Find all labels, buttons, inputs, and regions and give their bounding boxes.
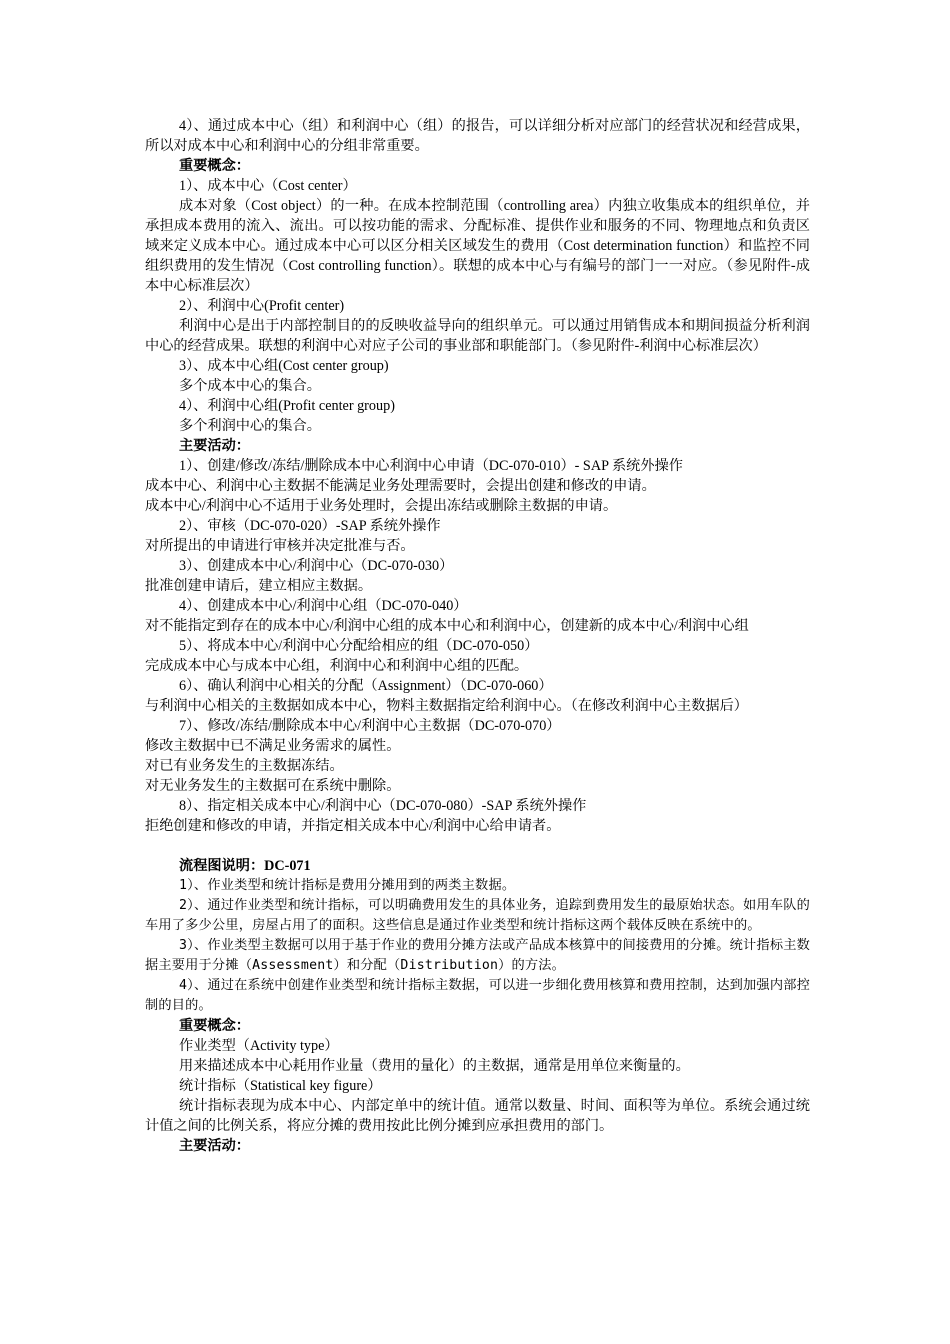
paragraph: 对无业务发生的主数据可在系统中删除。 — [145, 778, 401, 794]
activity-title: 3）、创建成本中心/利润中心（DC-070-030） — [179, 558, 454, 574]
paragraph: 4）、利润中心组(Profit center group) — [179, 398, 395, 414]
paragraph: 修改主数据中已不满足业务需求的属性。 — [145, 738, 401, 754]
paragraph: 多个利润中心的集合。 — [179, 418, 321, 434]
paragraph: 用来描述成本中心耗用作业量（费用的量化）的主数据，通常是用单位来衡量的。 — [179, 1058, 690, 1074]
paragraph: 统计指标表现为成本中心、内部定单中的统计值。通常以数量、时间、面积等为单位。系统会通过统计值之间的比例关系，将应分摊的费用按此比例分摊到应承担费用的部门。 — [145, 1098, 810, 1134]
paragraph: 多个成本中心的集合。 — [179, 378, 321, 394]
paragraph: 对所提出的申请进行审核并决定批准与否。 — [145, 538, 415, 554]
paragraph: 成本中心/利润中心不适用于业务处理时，会提出冻结或删除主数据的申请。 — [145, 498, 618, 514]
activity-title: 4）、创建成本中心/利润中心组（DC-070-040） — [179, 598, 468, 614]
paragraph: 1）、成本中心（Cost center） — [179, 178, 357, 194]
paragraph: 成本中心、利润中心主数据不能满足业务处理需要时，会提出创建和修改的申请。 — [145, 478, 656, 494]
paragraph: 2）、利润中心(Profit center) — [179, 298, 345, 314]
paragraph: 利润中心是出于内部控制目的的反映收益导向的组织单元。可以通过用销售成本和期间损益分析利润中心的经营成果。联想的利润中心对应子公司的事业部和职能部门。（参见附件-利润中心标准层次） — [145, 318, 810, 354]
section-heading: 主要活动： — [179, 438, 250, 454]
paragraph: 与利润中心相关的主数据如成本中心，物料主数据指定给利润中心。（在修改利润中心主数据后） — [145, 698, 748, 714]
paragraph: 成本对象（Cost object）的一种。在成本控制范围（controlling area）内独立收集成本的组织单位，并承担成本费用的流入、流出。可以按功能的需求、分配标准、提供作业和服务的不同、物理地点和负责区域来定义成本中心。通过成本中心可以区分相关区域发生的费用（Cost determination function）和监控不同组织费用的发生情况（Cost controlling function）。联想的成本中心与有编号的部门一一对应。（参见附件-成本中心标准层次） — [145, 198, 810, 294]
paragraph: 批准创建申请后，建立相应主数据。 — [145, 578, 373, 594]
paragraph: 作业类型（Activity type） — [179, 1038, 339, 1054]
spacer — [145, 836, 810, 856]
section-heading: 主要活动： — [179, 1138, 250, 1154]
paragraph: 对已有业务发生的主数据冻结。 — [145, 758, 344, 774]
section-heading: 重要概念： — [179, 158, 250, 174]
activity-title: 6）、确认利润中心相关的分配（Assignment）（DC-070-060） — [179, 678, 553, 694]
paragraph: 完成成本中心与成本中心组，利润中心和利润中心组的匹配。 — [145, 658, 529, 674]
activity-title: 8）、指定相关成本中心/利润中心（DC-070-080）-SAP 系统外操作 — [179, 798, 587, 814]
activity-title: 2）、审核（DC-070-020）-SAP 系统外操作 — [179, 518, 441, 534]
activity-title: 1）、创建/修改/冻结/删除成本中心利润中心申请（DC-070-010）- SAP 系统外操作 — [179, 458, 683, 474]
paragraph: 4）、通过在系统中创建作业类型和统计指标主数据，可以进一步细化费用核算和费用控制，达到加强内部控制的目的。 — [145, 978, 810, 1013]
paragraph: 1）、作业类型和统计指标是费用分摊用到的两类主数据。 — [179, 878, 516, 893]
paragraph: 统计指标（Statistical key figure） — [179, 1078, 382, 1094]
paragraph: 对不能指定到存在的成本中心/利润中心组的成本中心和利润中心，创建新的成本中心/利润中心组 — [145, 618, 749, 634]
paragraph: 4）、通过成本中心（组）和利润中心（组）的报告，可以详细分析对应部门的经营状况和经营成果，所以对成本中心和利润中心的分组非常重要。 — [145, 118, 810, 154]
paragraph: 3）、成本中心组(Cost center group) — [179, 358, 389, 374]
section-heading: 重要概念： — [179, 1018, 250, 1034]
paragraph: 拒绝创建和修改的申请，并指定相关成本中心/利润中心给申请者。 — [145, 818, 561, 834]
activity-title: 7）、修改/冻结/删除成本中心/利润中心主数据（DC-070-070） — [179, 718, 561, 734]
section-heading: 流程图说明：DC-071 — [179, 858, 311, 874]
activity-title: 5）、将成本中心/利润中心分配给相应的组（DC-070-050） — [179, 638, 539, 654]
paragraph: 3）、作业类型主数据可以用于基于作业的费用分摊方法或产品成本核算中的间接费用的分摊。统计指标主数据主要用于分摊（Assessment）和分配（Distribution）的方法。 — [145, 938, 810, 973]
paragraph: 2）、通过作业类型和统计指标，可以明确费用发生的具体业务，追踪到费用发生的最原始状态。如用车队的车用了多少公里，房屋占用了的面积。这些信息是通过作业类型和统计指标这两个载体反映在系统中的。 — [145, 898, 810, 933]
document-page — [145, 116, 810, 1156]
